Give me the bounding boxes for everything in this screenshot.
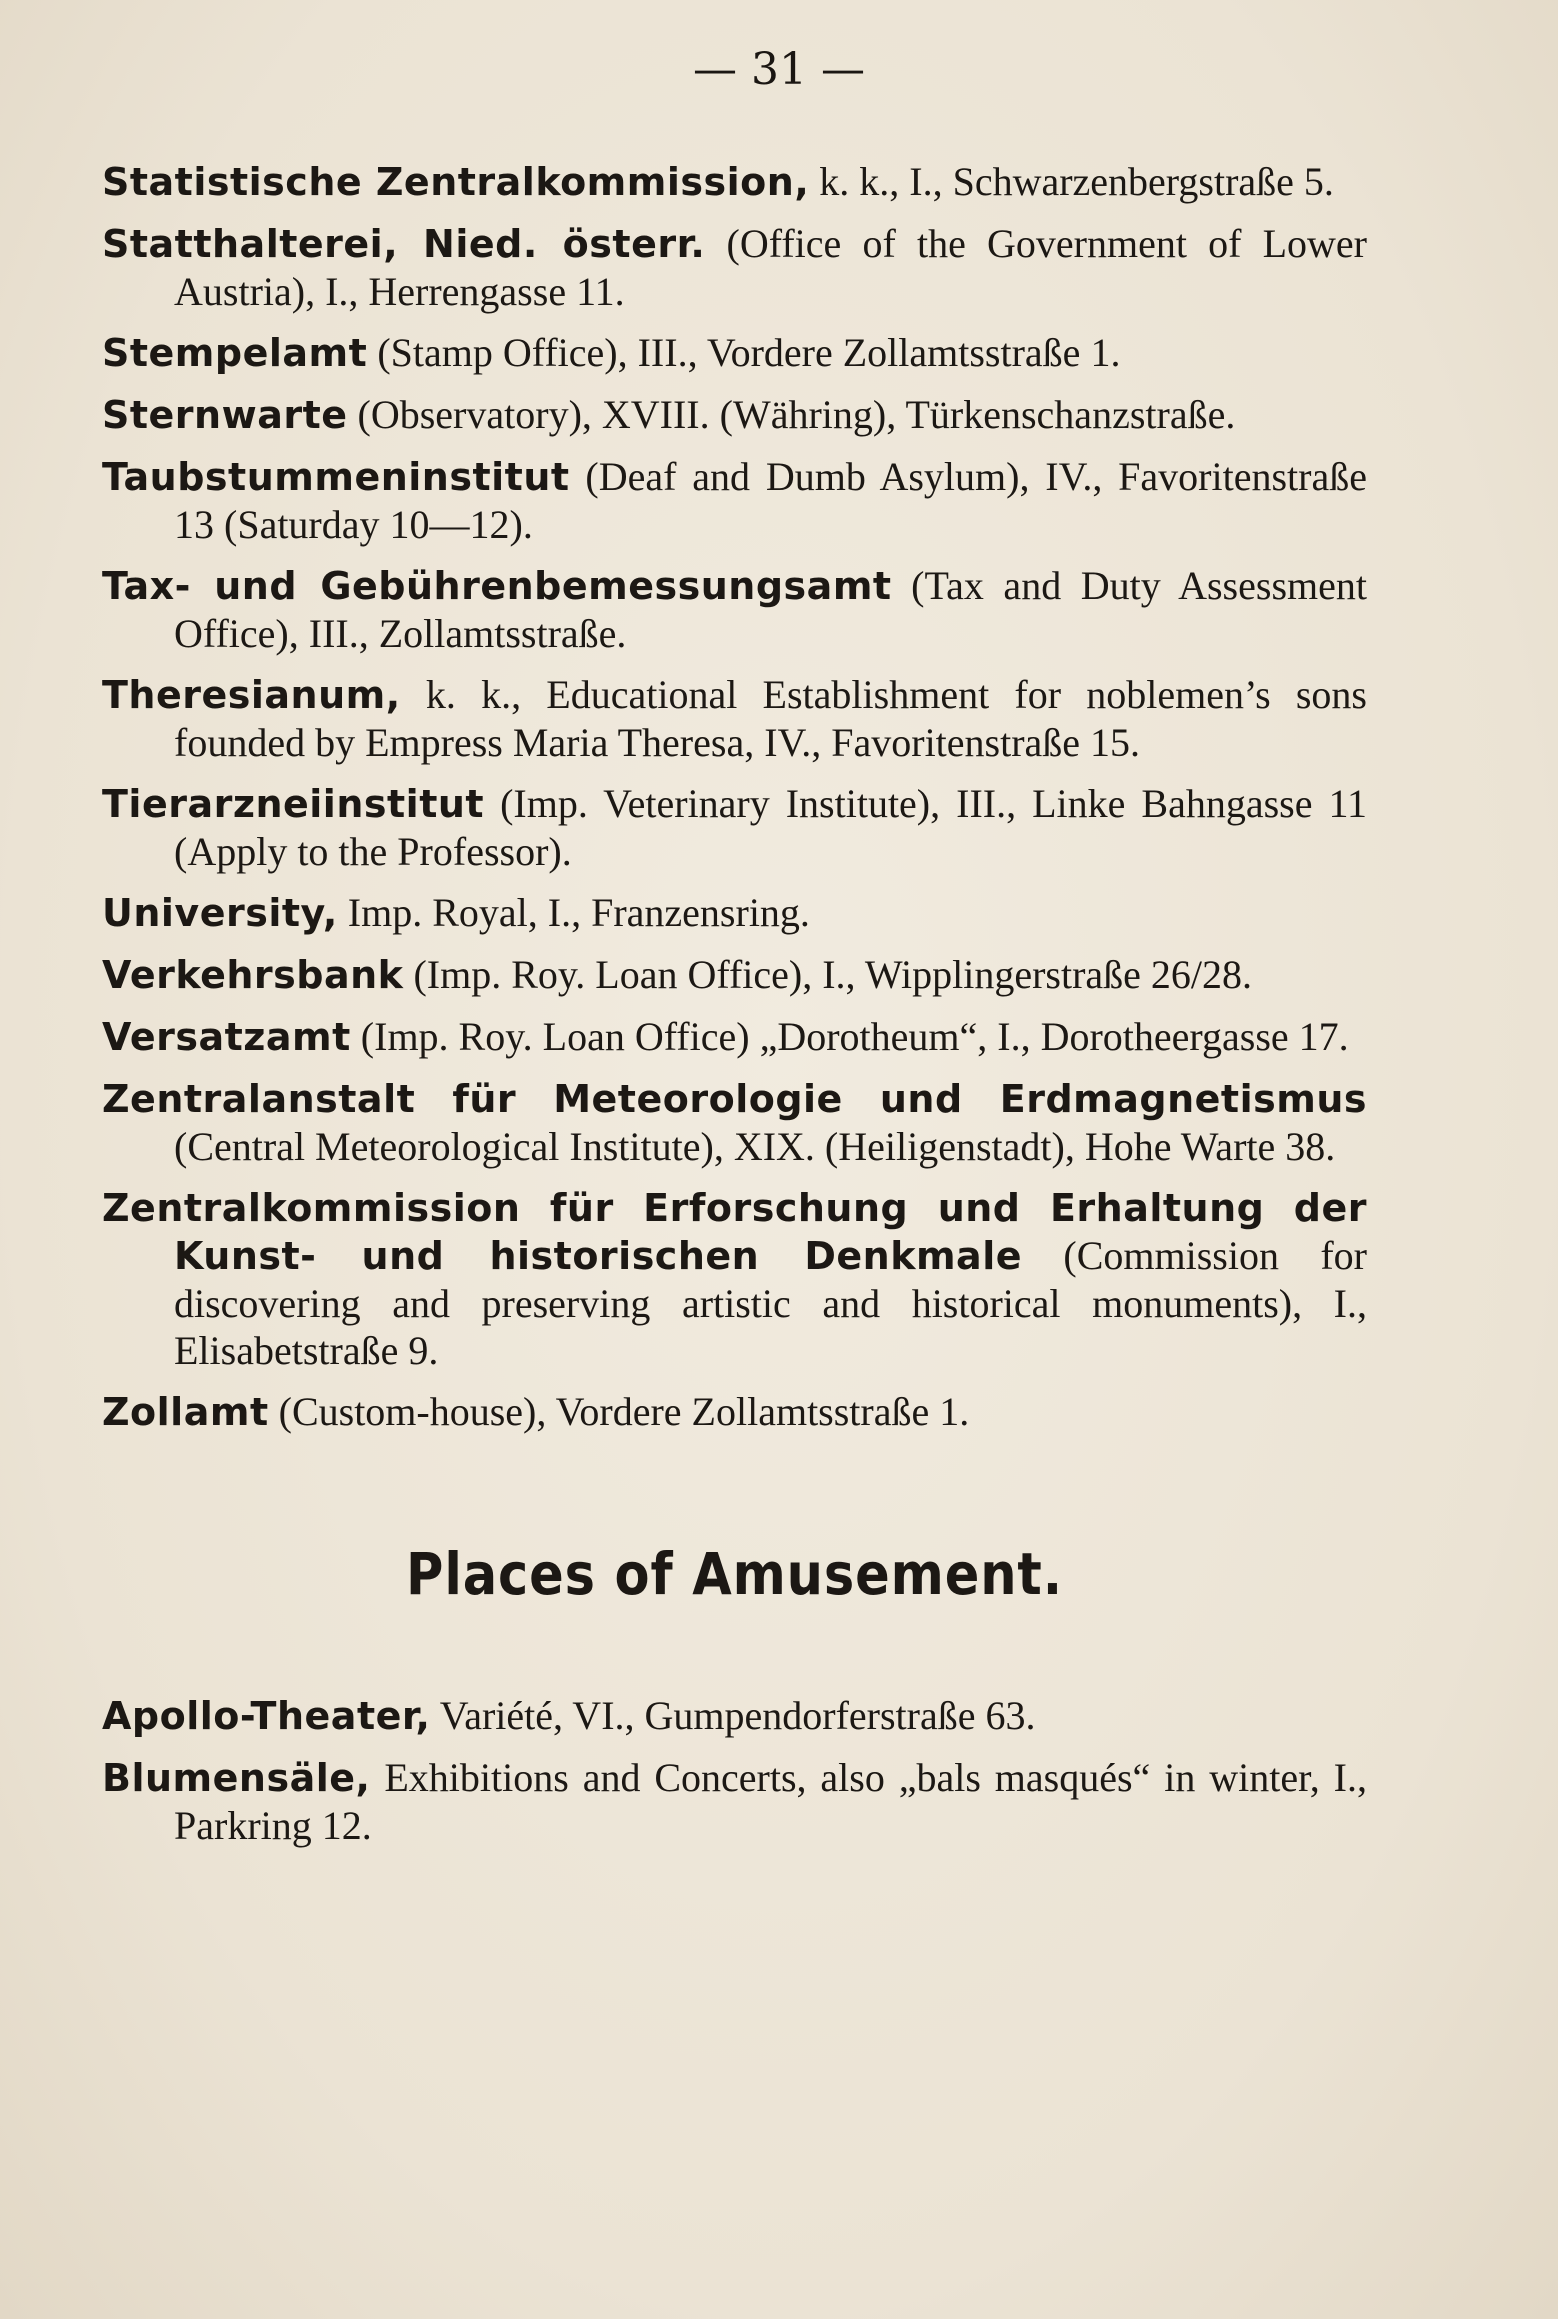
entry-head: Versatzamt bbox=[102, 1015, 351, 1059]
entry-tierarzneiinstitut bbox=[102, 780, 1367, 875]
entry-zentralanstalt bbox=[102, 1075, 1367, 1170]
entry-stempelamt bbox=[102, 329, 1367, 377]
entry-statistische-zentralkommission bbox=[102, 158, 1367, 206]
entry-head: Zentralanstalt für Meteorologie und Erdmagnetismus bbox=[102, 1077, 1367, 1121]
amusement-entry-list bbox=[102, 1692, 1367, 1849]
entry-text: (Observatory), XVIII. (Währing), Türkenschanzstraße. bbox=[347, 392, 1236, 437]
entry-head: Apollo-Theater, bbox=[102, 1694, 431, 1738]
entry-head: Taubstummeninstitut bbox=[102, 455, 570, 499]
entry-text: (Imp. Veterinary Institute), III., Linke Bahngasse 11 (Apply to the Professor). bbox=[174, 781, 1367, 874]
entry-text: k. k., Educational Establishment for noblemen’s sons founded by Empress Maria Theresa, IV., Favoritenstraße 15. bbox=[174, 672, 1367, 765]
entry-theresianum bbox=[102, 671, 1367, 766]
entry-head: Sternwarte bbox=[102, 393, 348, 437]
page-number: — 31 — bbox=[693, 44, 865, 95]
entry-verkehrsbank bbox=[102, 951, 1367, 999]
entry-text: Imp. Royal, I., Franzensring. bbox=[337, 890, 810, 935]
entry-versatzamt bbox=[102, 1013, 1367, 1061]
entry-text: (Stamp Office), III., Vordere Zollamtsstraße 1. bbox=[367, 330, 1121, 375]
entry-head: Tax- und Gebührenbemessungsamt bbox=[102, 564, 892, 608]
entry-text: (Imp. Roy. Loan Office) „Dorotheum“, I., Dorotheergasse 17. bbox=[350, 1014, 1349, 1059]
entry-blumensaele bbox=[102, 1754, 1367, 1849]
entry-text: Exhibitions and Concerts, also „bals masqués“ in winter, I., Parkring 12. bbox=[174, 1755, 1367, 1848]
entry-text: (Deaf and Dumb Asylum), IV., Favoritenstraße 13 (Saturday 10—12). bbox=[174, 454, 1367, 547]
entry-sternwarte bbox=[102, 391, 1367, 439]
section-title-places-of-amusement: Places of Amusement. bbox=[406, 1540, 1063, 1608]
entry-head: University, bbox=[102, 891, 338, 935]
entry-statthalterei bbox=[102, 220, 1367, 315]
entry-university bbox=[102, 889, 1367, 937]
entry-tax-und-gebuehrenbemessungsamt bbox=[102, 562, 1367, 657]
entry-zentralkommission bbox=[102, 1184, 1367, 1374]
entry-text: Variété, VI., Gumpendorferstraße 63. bbox=[430, 1693, 1036, 1738]
entry-head: Blumensäle, bbox=[102, 1756, 371, 1800]
entry-head: Zollamt bbox=[102, 1390, 269, 1434]
entry-text: (Office of the Government of Lower Austria), I., Herrengasse 11. bbox=[174, 221, 1368, 314]
page-content bbox=[102, 158, 1367, 1863]
entry-text: (Tax and Duty Assessment Office), III., Zollamtsstraße. bbox=[174, 563, 1367, 656]
entry-text: (Imp. Roy. Loan Office), I., Wipplingerstraße 26/28. bbox=[403, 952, 1253, 997]
entry-list bbox=[102, 158, 1367, 1436]
entry-head: Theresianum, bbox=[102, 673, 401, 717]
entry-text: (Custom-house), Vordere Zollamtsstraße 1. bbox=[268, 1389, 970, 1434]
entry-head: Tierarzneiinstitut bbox=[102, 782, 485, 826]
entry-head: Statistische Zentralkommission, bbox=[102, 160, 810, 204]
entry-zollamt bbox=[102, 1388, 1367, 1436]
entry-taubstummeninstitut bbox=[102, 453, 1367, 548]
entry-apollo-theater bbox=[102, 1692, 1367, 1740]
entry-head: Zentralkommission für Erforschung und Erhaltung der Kunst- und historischen Denkmale bbox=[102, 1186, 1367, 1278]
entry-text: k. k., I., Schwarzenbergstraße 5. bbox=[809, 159, 1334, 204]
entry-head: Verkehrsbank bbox=[102, 953, 404, 997]
entry-text: (Commission for discovering and preserving artistic and historical monuments), I., Elisabetstraße 9. bbox=[174, 1233, 1367, 1373]
entry-head: Stempelamt bbox=[102, 331, 368, 375]
entry-head: Statthalterei, Nied. österr. bbox=[102, 222, 706, 266]
entry-text: (Central Meteorological Institute), XIX. (Heiligenstadt), Hohe Warte 38. bbox=[174, 1124, 1336, 1169]
